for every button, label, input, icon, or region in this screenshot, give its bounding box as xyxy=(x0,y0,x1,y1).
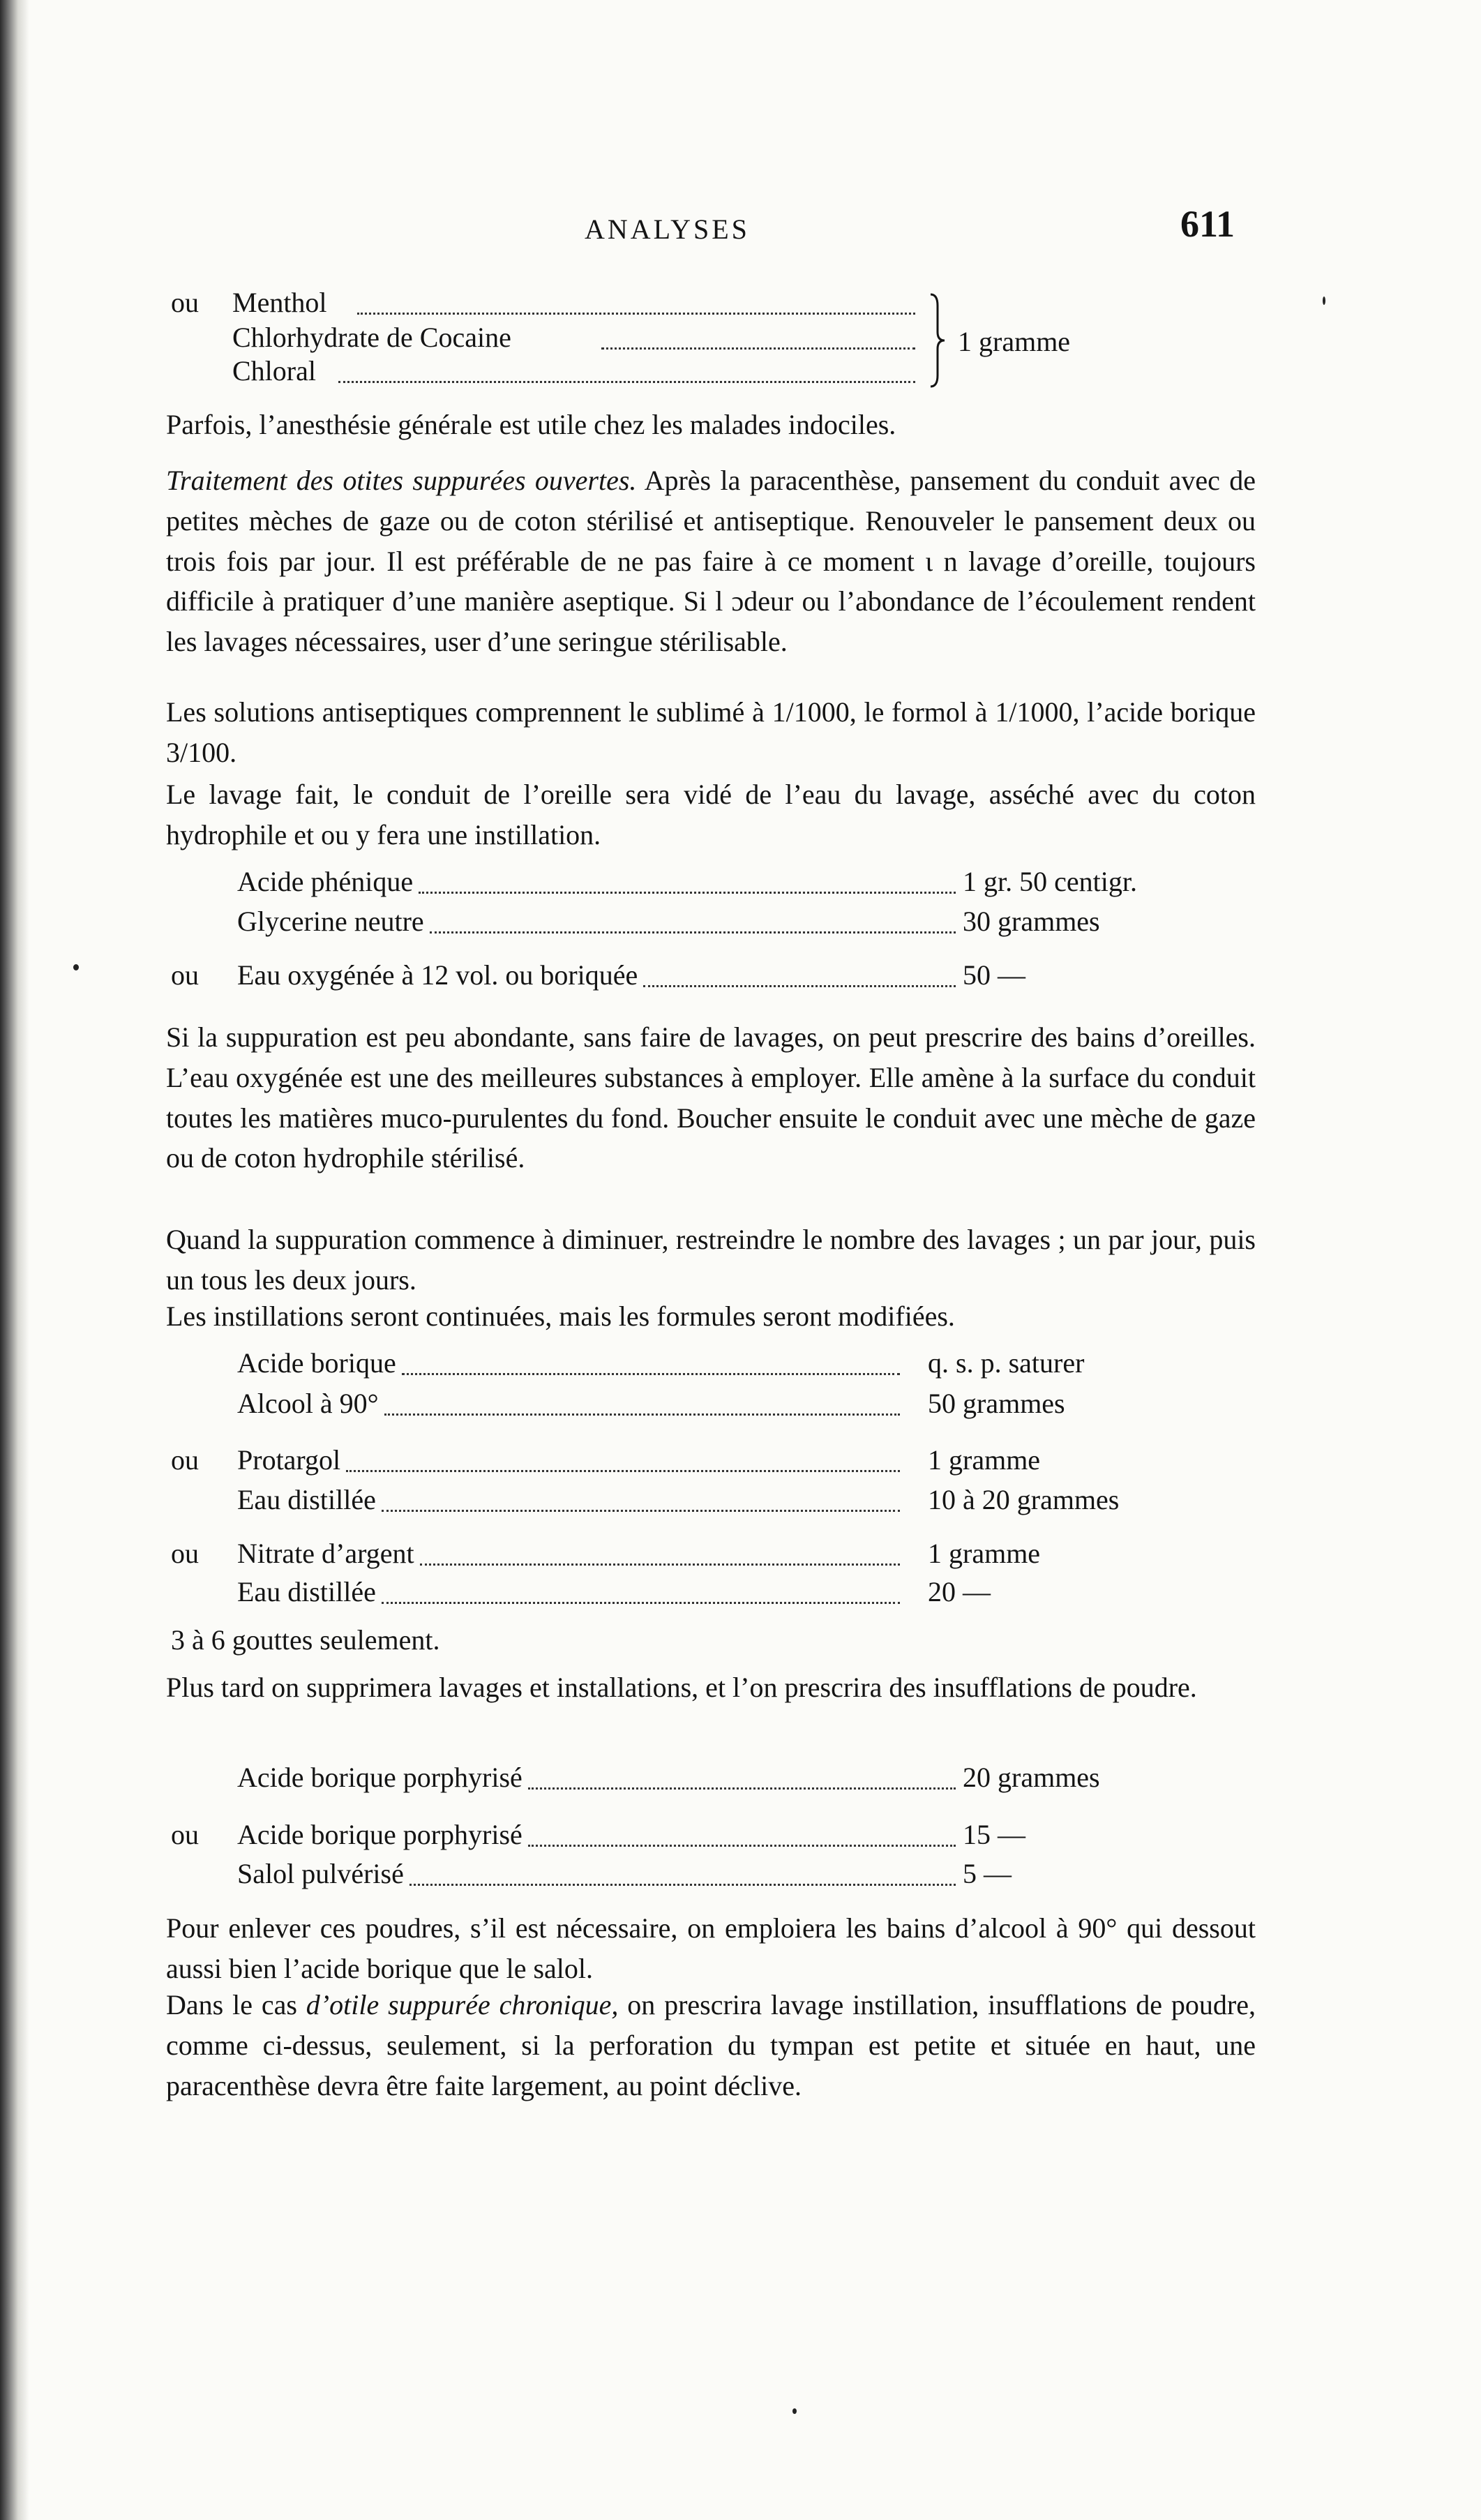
paragraph xyxy=(166,1296,1256,1337)
paragraph-text: Après la paracenthèse, pansement du conduit avec de petites mèches de gaze ou de coton stérilisé et antiseptique. Renouveler le pansement deux ou trois fois par jour. Il est préférable de ne pas faire à ce moment ι n lavage d’oreille, toujours difficile à pratiquer d’une manière aseptique. Si l ɔdeur ou l’abondance de l’écoulement rendent les lavages nécessaires, user d’une seringue stérilisable. xyxy=(166,465,1256,658)
recipe-ingredient: Alcool à 90° xyxy=(237,1388,379,1419)
paragraph-text: Plus tard on supprimera lavages et installations, et l’on prescrira des insufflations de poudre. xyxy=(166,1672,1197,1703)
recipe-prefix: ou xyxy=(171,1819,199,1850)
recipe-amount: 15 — xyxy=(963,1819,1025,1850)
dot-leader xyxy=(528,1787,956,1790)
paragraph xyxy=(166,460,1256,662)
paragraph xyxy=(166,1908,1256,1989)
dot-leader xyxy=(382,1510,900,1512)
paragraph-text: Pour enlever ces poudres, s’il est nécessaire, on emploiera les bains d’alcool à 90° qui dessout aussi bien l’acide borique que le salol. xyxy=(166,1912,1256,1984)
recipe-ingredient: Acide borique porphyrisé xyxy=(237,1762,523,1793)
dot-leader xyxy=(420,1563,900,1566)
recipe-amount: 10 à 20 grammes xyxy=(928,1484,1120,1515)
paragraph xyxy=(166,1985,1256,2106)
recipe-ingredient: Protargol xyxy=(237,1444,341,1476)
dot-leader xyxy=(528,1845,956,1847)
recipe-amount: 50 grammes xyxy=(928,1388,1065,1419)
paragraph xyxy=(166,692,1256,773)
paragraph-text: Le lavage fait, le conduit de l’oreille sera vidé de l’eau du lavage, asséché avec du coton hydrophile et ou y fera une instillation. xyxy=(166,779,1256,850)
running-header: ANALYSES xyxy=(585,213,750,245)
paragraph xyxy=(166,1220,1256,1300)
paragraph-text: Dans le cas xyxy=(166,1989,306,2020)
recipe-ingredient: Eau distillée xyxy=(237,1576,376,1607)
recipe-ingredient: Nitrate d’argent xyxy=(237,1538,414,1569)
paragraph-text: Les instillations seront continuées, mais les formules seront modifiées. xyxy=(166,1300,955,1332)
recipe-amount: 30 grammes xyxy=(963,906,1100,937)
paragraph xyxy=(166,405,1256,445)
dot-leader xyxy=(402,1373,900,1375)
dot-leader xyxy=(346,1470,900,1472)
dot-leader xyxy=(430,931,956,933)
recipe-ingredient: Glycerine neutre xyxy=(237,906,424,937)
paragraph-text: Les solutions antiseptiques comprennent le sublimé à 1/1000, le formol à 1/1000, l’acide borique 3/100. xyxy=(166,696,1256,768)
dot-leader xyxy=(643,985,956,987)
formula-amount: 1 gramme xyxy=(958,326,1071,357)
dot-leader xyxy=(601,347,915,350)
paragraph xyxy=(171,1620,1261,1660)
paragraph-text: Quand la suppuration commence à diminuer, restreindre le nombre des lavages ; un par jour, puis un tous les deux jours. xyxy=(166,1224,1256,1296)
recipe-amount: 50 — xyxy=(963,959,1025,991)
recipe-ingredient: Acide borique xyxy=(237,1347,396,1379)
paragraph-italic-term: d’otile suppurée chronique, xyxy=(306,1989,619,2020)
page-number: 611 xyxy=(1180,203,1235,245)
recipe-prefix: ou xyxy=(171,1538,199,1569)
paragraph-text: Parfois, l’anesthésie générale est utile chez les malades indociles. xyxy=(166,409,896,440)
formula-item: Chloral xyxy=(232,355,316,387)
ink-speck xyxy=(792,2408,797,2414)
formula-item: Chlorhydrate de Cocaine xyxy=(232,322,511,353)
recipe-ingredient: Acide borique porphyrisé xyxy=(237,1819,523,1850)
paragraph-italic-lead: Traitement des otites suppurées ouvertes. xyxy=(166,465,637,496)
recipe-amount: 5 — xyxy=(963,1858,1012,1889)
recipe-amount: 1 gramme xyxy=(928,1444,1041,1476)
recipe-ingredient: Eau oxygénée à 12 vol. ou boriquée xyxy=(237,959,638,991)
paragraph xyxy=(166,774,1256,855)
ink-speck xyxy=(1323,297,1325,305)
dot-leader xyxy=(419,892,956,894)
recipe-prefix: ou xyxy=(171,1444,199,1476)
dot-leader xyxy=(409,1884,956,1886)
recipe-amount: 20 — xyxy=(928,1576,991,1607)
dot-leader xyxy=(338,381,915,383)
recipe-amount: 20 grammes xyxy=(963,1762,1100,1793)
paragraph xyxy=(166,1017,1256,1178)
paragraph-text: 3 à 6 gouttes seulement. xyxy=(171,1624,440,1656)
recipe-amount: 1 gramme xyxy=(928,1538,1041,1569)
recipe-amount: q. s. p. saturer xyxy=(928,1347,1085,1379)
dot-leader xyxy=(382,1602,900,1604)
recipe-prefix: ou xyxy=(171,959,199,991)
formula-prefix-ou: ou xyxy=(171,287,199,318)
curly-brace xyxy=(928,292,946,389)
formula-item: Menthol xyxy=(232,287,327,318)
recipe-ingredient: Salol pulvérisé xyxy=(237,1858,404,1889)
ink-speck xyxy=(73,964,79,970)
paragraph-text: on prescrira lavage instillation, insufflations de poudre, comme ci-dessus, seulement, si la perforation du tympan est petite et située en haut, une paracenthèse devra être faite largement, au point déclive. xyxy=(166,1989,1256,2101)
dot-leader xyxy=(384,1413,900,1416)
recipe-ingredient: Eau distillée xyxy=(237,1484,376,1515)
dot-leader xyxy=(357,313,915,315)
paragraph xyxy=(166,1667,1256,1708)
recipe-ingredient: Acide phénique xyxy=(237,866,414,897)
recipe-amount: 1 gr. 50 centigr. xyxy=(963,866,1137,897)
paragraph-text: Si la suppuration est peu abondante, sans faire de lavages, on peut prescrire des bains d’oreilles. L’eau oxygénée est une des meilleures substances à employer. Elle amène à la surface du conduit toutes les matières muco-purulentes du fond. Boucher ensuite le conduit avec une mèche de gaze ou de coton hydrophile stérilisé. xyxy=(166,1021,1256,1174)
page-binding-edge xyxy=(0,0,29,2520)
